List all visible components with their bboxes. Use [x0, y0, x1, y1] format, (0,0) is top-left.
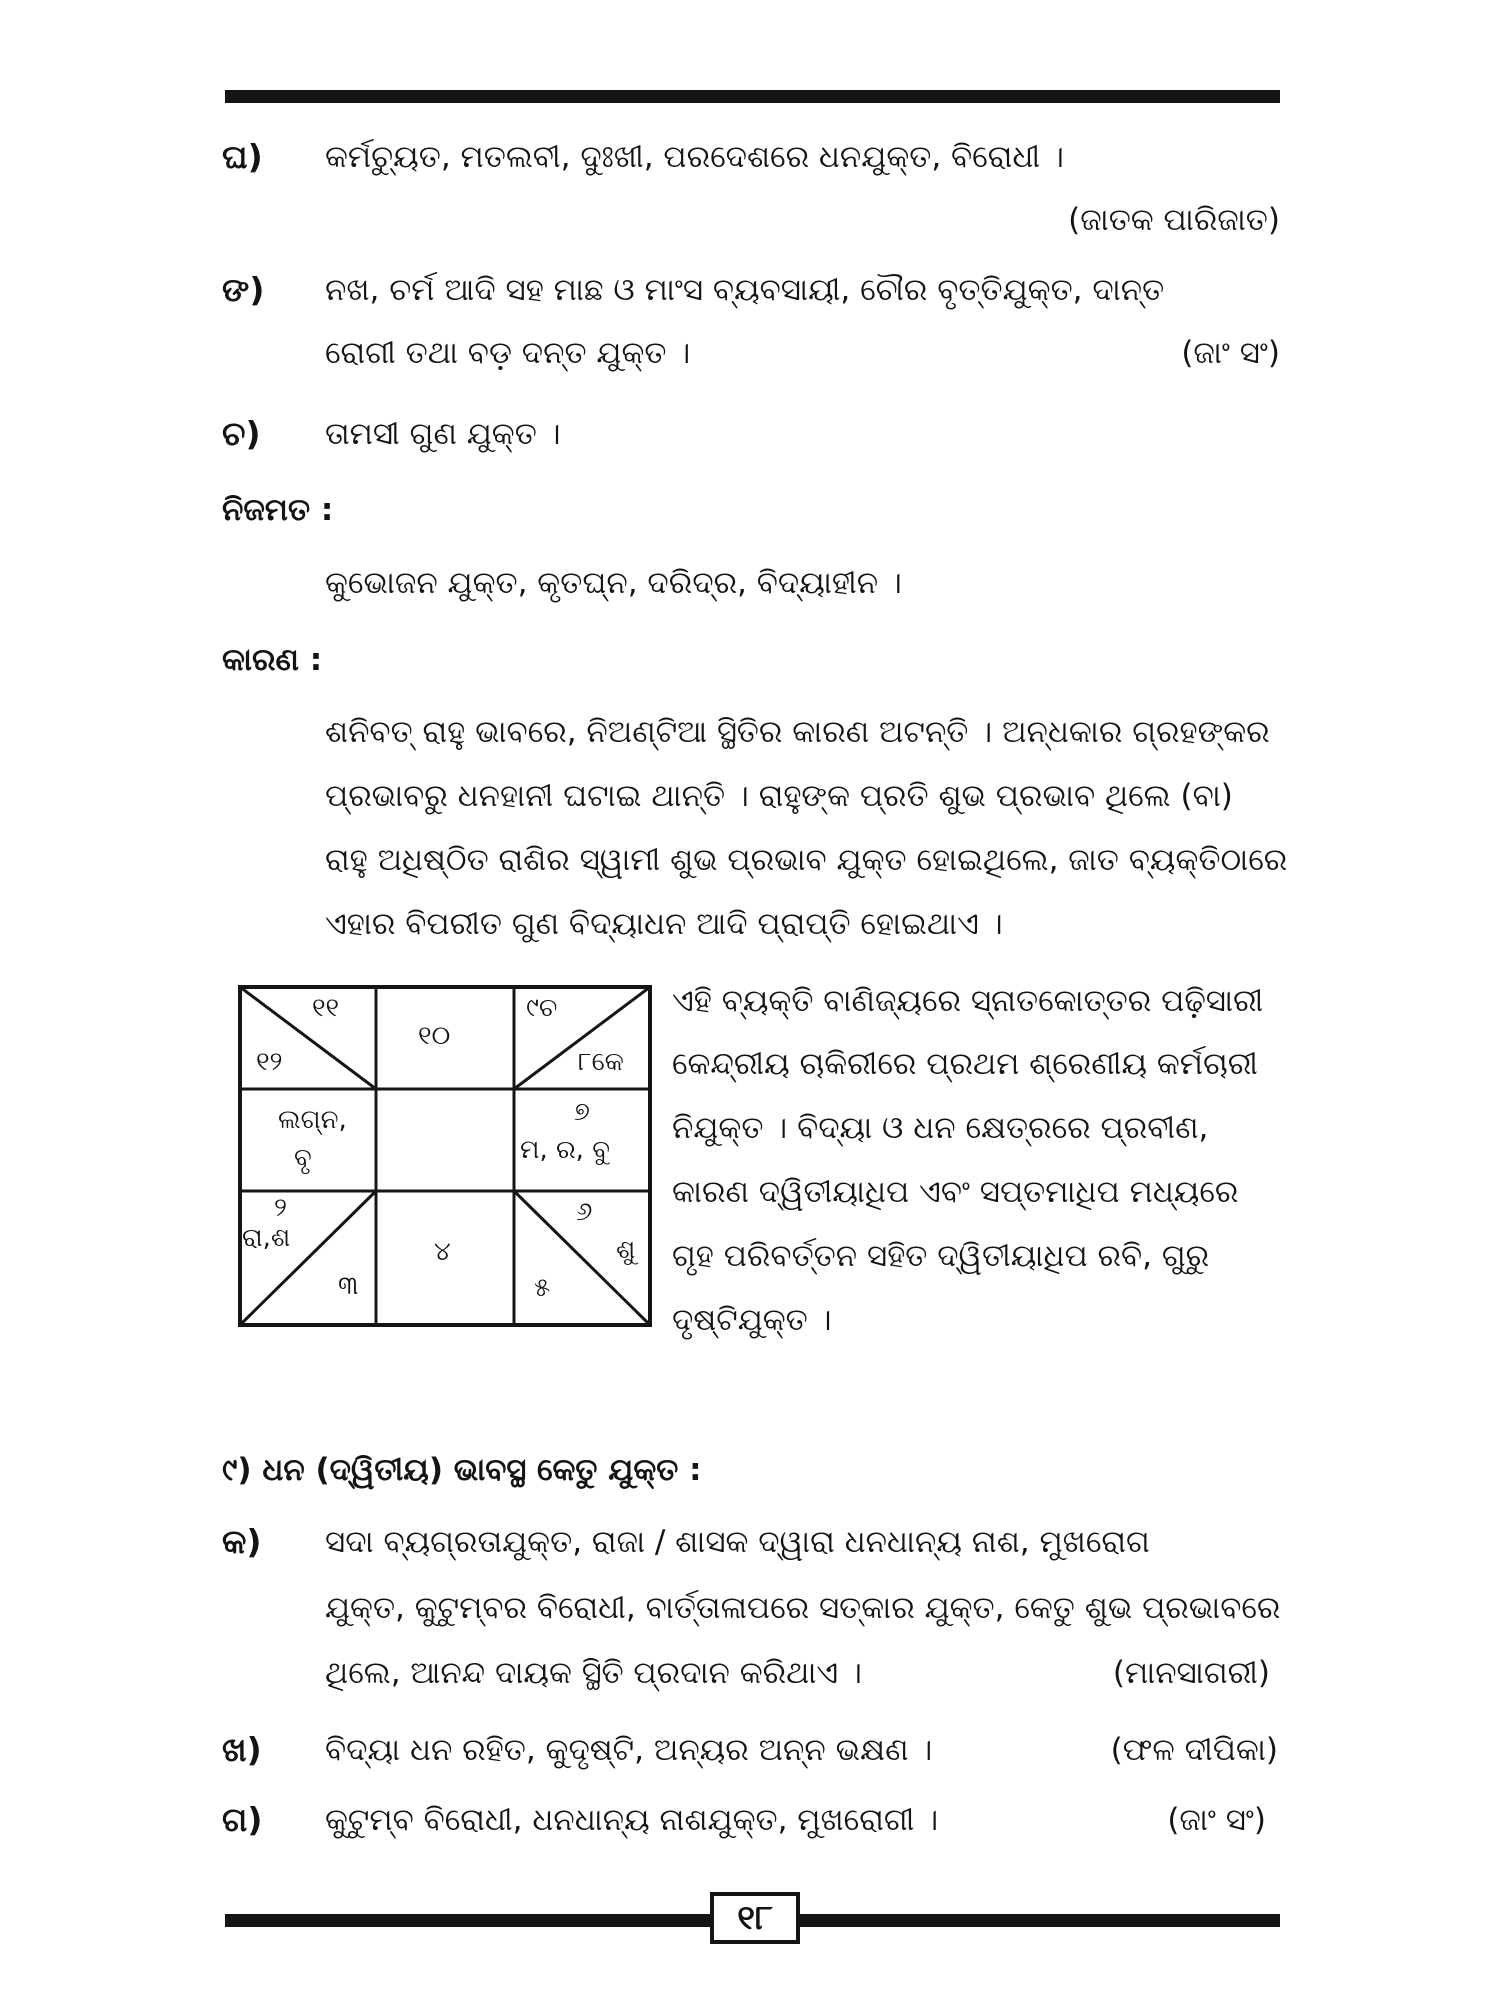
karana-heading: କାରଣ :: [222, 642, 323, 678]
cell-bottom-right-upper: ୬: [576, 1197, 593, 1227]
item-nga-line-1: ନଖ, ଚର୍ମ ଆଦି ସହ ମାଛ ଓ ମାଂସ ବ୍ୟବସାୟୀ, ଚୌର ବୃତ୍ତିଯୁକ୍ତ, ଦାନ୍ତ: [325, 272, 1165, 308]
item-kha-source: (ଫଳ ଦୀପିକା): [1110, 1732, 1278, 1768]
chart-desc-line-2: କେନ୍ଦ୍ରୀୟ ଚାକିରୀରେ ପ୍ରଥମ ଶ୍ରେଣୀୟ କର୍ମଚାରୀ: [672, 1046, 1258, 1082]
item-ga-source: (ଜାଂ ସଂ): [1167, 1802, 1266, 1838]
item-ka-line-1: ସଦା ବ୍ୟଗ୍ରତାଯୁକ୍ତ, ରାଜା / ଶାସକ ଦ୍ୱାରା ଧନଧାନ୍ୟ ନାଶ, ମୁଖରୋଗ: [325, 1524, 1150, 1560]
cell-bottom-middle: ୪: [434, 1237, 451, 1267]
cell-bottom-right-side: ଶୁ: [616, 1235, 636, 1265]
cell-top-left-upper: ୧୧: [312, 993, 340, 1023]
chart-desc-line-4: କାରଣ ଦ୍ୱିତୀୟାଧିପ ଏବଂ ସପ୍ତମାଧିପ ମଧ୍ୟରେ: [672, 1174, 1239, 1210]
item-gha-line-1: କର୍ମଚ୍ୟୁତ, ମତଲବୀ, ଦୁଃଖୀ, ପରଦେଶରେ ଧନଯୁକ୍ତ, ବିରୋଧୀ ।: [325, 139, 1064, 175]
cell-bottom-right-lower: ୫: [534, 1273, 551, 1303]
chart-desc-line-6: ଦୃଷ୍ଟିଯୁକ୍ତ ।: [672, 1302, 832, 1338]
karana-line-4: ଏହାର ବିପରୀତ ଗୁଣ ବିଦ୍ୟାଧନ ଆଦି ପ୍ରାପ୍ତି ହୋଇଥାଏ ।: [325, 906, 1003, 942]
cell-mid-left-line-2: ବୃ: [294, 1143, 312, 1173]
item-marker-cha: ଚ): [222, 414, 261, 453]
chart-diagonal-bl: [240, 1191, 376, 1325]
item-ka-line-2: ଯୁକ୍ତ, କୁଟୁମ୍ବର ବିରୋଧୀ, ବାର୍ତ୍ତାଳାପରେ ସତ୍କାର ଯୁକ୍ତ, କେତୁ ଶୁଭ ପ୍ରଭାବରେ: [325, 1590, 1281, 1626]
cell-top-right-upper: ୯ଚ: [526, 993, 558, 1023]
cell-top-right-lower: ୮କେ: [578, 1047, 624, 1077]
cell-bottom-left-lower: ୩: [338, 1271, 359, 1301]
cell-mid-left-line-1: ଲଗ୍ନ,: [278, 1105, 347, 1135]
karana-line-1: ଶନିବତ୍ ରାହୁ ଭାବରେ, ନିଅଣ୍ଟିଆ ସ୍ଥିତିର କାରଣ ଅଟନ୍ତି । ଅନ୍ଧକାର ଗ୍ରହଙ୍କର: [325, 714, 1270, 750]
chart-desc-line-5: ଗୃହ ପରିବର୍ତ୍ତନ ସହିତ ଦ୍ୱିତୀୟାଧିପ ରବି, ଗୁରୁ: [672, 1238, 1210, 1274]
item-ga-line-1: କୁଟୁମ୍ବ ବିରୋଧୀ, ଧନଧାନ୍ୟ ନାଶଯୁକ୍ତ, ମୁଖରୋଗୀ ।: [325, 1802, 939, 1838]
item-ka-line-3: ଥିଲେ, ଆନନ୍ଦ ଦାୟକ ସ୍ଥିତି ପ୍ରଦାନ କରିଥାଏ ।: [325, 1655, 862, 1691]
item-nga-line-2: ରୋଗୀ ତଥା ବଡ଼ ଦନ୍ତ ଯୁକ୍ତ ।: [325, 335, 691, 371]
item-marker-nga: ଙ): [222, 270, 265, 309]
cell-top-left-lower: ୧୨: [256, 1047, 283, 1077]
cell-bottom-left-upper: ୨: [274, 1193, 287, 1223]
item-marker-gha: ଘ): [222, 137, 263, 176]
item-ka-source: (ମାନସାଗରୀ): [1112, 1655, 1270, 1691]
cell-bottom-left-middle: ରା,ଶ: [242, 1223, 291, 1253]
item-marker-ga: ଗ): [222, 1800, 263, 1839]
chart-desc-line-3: ନିଯୁକ୍ତ । ବିଦ୍ୟା ଓ ଧନ କ୍ଷେତ୍ରରେ ପ୍ରବୀଣ,: [672, 1110, 1209, 1146]
bottom-rule-left: [225, 1914, 710, 1927]
horoscope-chart: [238, 985, 652, 1327]
karana-line-3: ରାହୁ ଅଧିଷ୍ଠିତ ରାଶିର ସ୍ୱାମୀ ଶୁଭ ପ୍ରଭାବ ଯୁକ୍ତ ହୋଇଥିଲେ, ଜାତ ବ୍ୟକ୍ତିଠାରେ: [325, 842, 1288, 878]
section-9-heading: ୯) ଧନ (ଦ୍ୱିତୀୟ) ଭାବସ୍ଥ କେତୁ ଯୁକ୍ତ :: [222, 1452, 702, 1488]
cell-mid-right-line-1: ୭: [574, 1097, 590, 1127]
cell-mid-right-line-2: ମ, ର, ବୁ: [520, 1135, 610, 1165]
item-marker-ka: କ): [222, 1522, 262, 1561]
bottom-rule-right: [800, 1914, 1280, 1927]
item-kha-line-1: ବିଦ୍ୟା ଧନ ରହିତ, କୁଦୃଷ୍ଟି, ଅନ୍ୟର ଅନ୍ନ ଭକ୍ଷଣ ।: [325, 1732, 933, 1768]
cell-top-middle: ୧୦: [418, 1021, 451, 1051]
page-number: ୧୮: [710, 1892, 800, 1944]
nijamata-heading: ନିଜମତ :: [222, 492, 334, 528]
karana-line-2: ପ୍ରଭାବରୁ ଧନହାନୀ ଘଟାଇ ଥାନ୍ତି । ରାହୁଙ୍କ ପ୍ରତି ଶୁଭ ପ୍ରଭାବ ଥିଲେ (ବା): [325, 778, 1233, 814]
item-gha-source: (ଜାତକ ପାରିଜାତ): [1068, 202, 1280, 238]
top-rule: [225, 90, 1280, 103]
chart-desc-line-1: ଏହି ବ୍ୟକ୍ତି ବାଣିଜ୍ୟରେ ସ୍ନାତକୋତ୍ତର ପଢ଼ିସାରୀ: [672, 983, 1264, 1019]
nijamata-text: କୁଭୋଜନ ଯୁକ୍ତ, କୃତଘ୍ନ, ଦରିଦ୍ର, ବିଦ୍ୟାହୀନ ।: [325, 565, 902, 601]
item-marker-kha: ଖ): [222, 1730, 262, 1769]
item-cha-line-1: ତାମସୀ ଗୁଣ ଯୁକ୍ତ ।: [325, 416, 561, 452]
item-nga-source: (ଜାଂ ସଂ): [1181, 335, 1280, 371]
